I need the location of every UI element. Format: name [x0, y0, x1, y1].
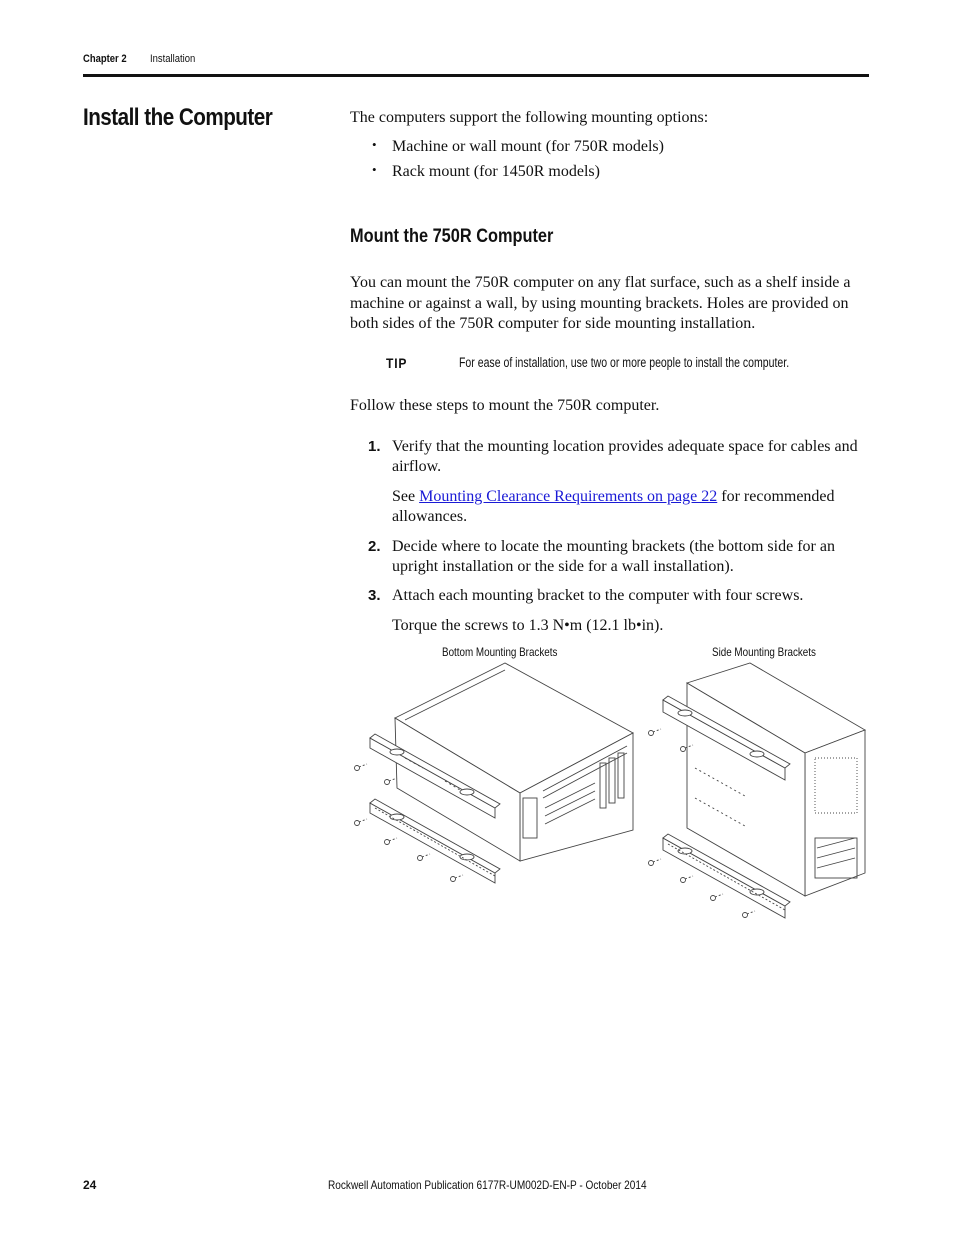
mounting-options-list [372, 138, 664, 188]
step-number: 2. [368, 538, 381, 555]
step-number: 3. [368, 587, 381, 604]
tip-text: For ease of installation, use two or more people to install the computer. [459, 355, 790, 370]
tip-label: TIP [386, 355, 408, 371]
step-text: Decide where to locate the mounting brackets (the bottom side for an upright installation or the side for a wall installation). [392, 538, 835, 575]
page-title: Install the Computer [83, 104, 273, 131]
section-subtitle: Mount the 750R Computer [350, 226, 554, 247]
intro-text: The computers support the following mounting options: [350, 109, 709, 126]
header-rule [83, 74, 869, 77]
publication-footer: Rockwell Automation Publication 6177R-UM002D-EN-P - October 2014 [328, 1178, 647, 1192]
follow-steps-text: Follow these steps to mount the 750R computer. [350, 397, 660, 414]
note-prefix: See [392, 488, 420, 505]
side-brackets-label: Side Mounting Brackets [712, 645, 816, 659]
list-item: • Rack mount (for 1450R models) [372, 163, 664, 188]
step-text: Verify that the mounting location provides adequate space for cables and airflow. [392, 438, 858, 475]
step-text: Attach each mounting bracket to the computer with four screws. [392, 587, 804, 604]
note-suffix: for recommended allowances. [392, 488, 835, 525]
step-1-note [392, 487, 862, 527]
step-number: 1. [368, 438, 381, 455]
clearance-requirements-link[interactable]: Mounting Clearance Requirements on page 22 [419, 488, 718, 505]
torque-note: Torque the screws to 1.3 N•m (12.1 lb•in). [392, 617, 664, 634]
chapter-label: Chapter 2 [83, 53, 127, 65]
bottom-brackets-label: Bottom Mounting Brackets [442, 645, 558, 659]
list-item: • Machine or wall mount (for 750R models) [372, 138, 664, 163]
description-paragraph: You can mount the 750R computer on any flat surface, such as a shelf inside a machine or against a wall, by using mounting brackets. Holes are provided on both sides of the 750R computer for side mounting installation. [350, 274, 851, 332]
running-header [83, 53, 196, 65]
section-label: Installation [150, 53, 196, 65]
page-number: 24 [83, 1178, 97, 1192]
mounting-brackets-illustration [345, 658, 875, 933]
